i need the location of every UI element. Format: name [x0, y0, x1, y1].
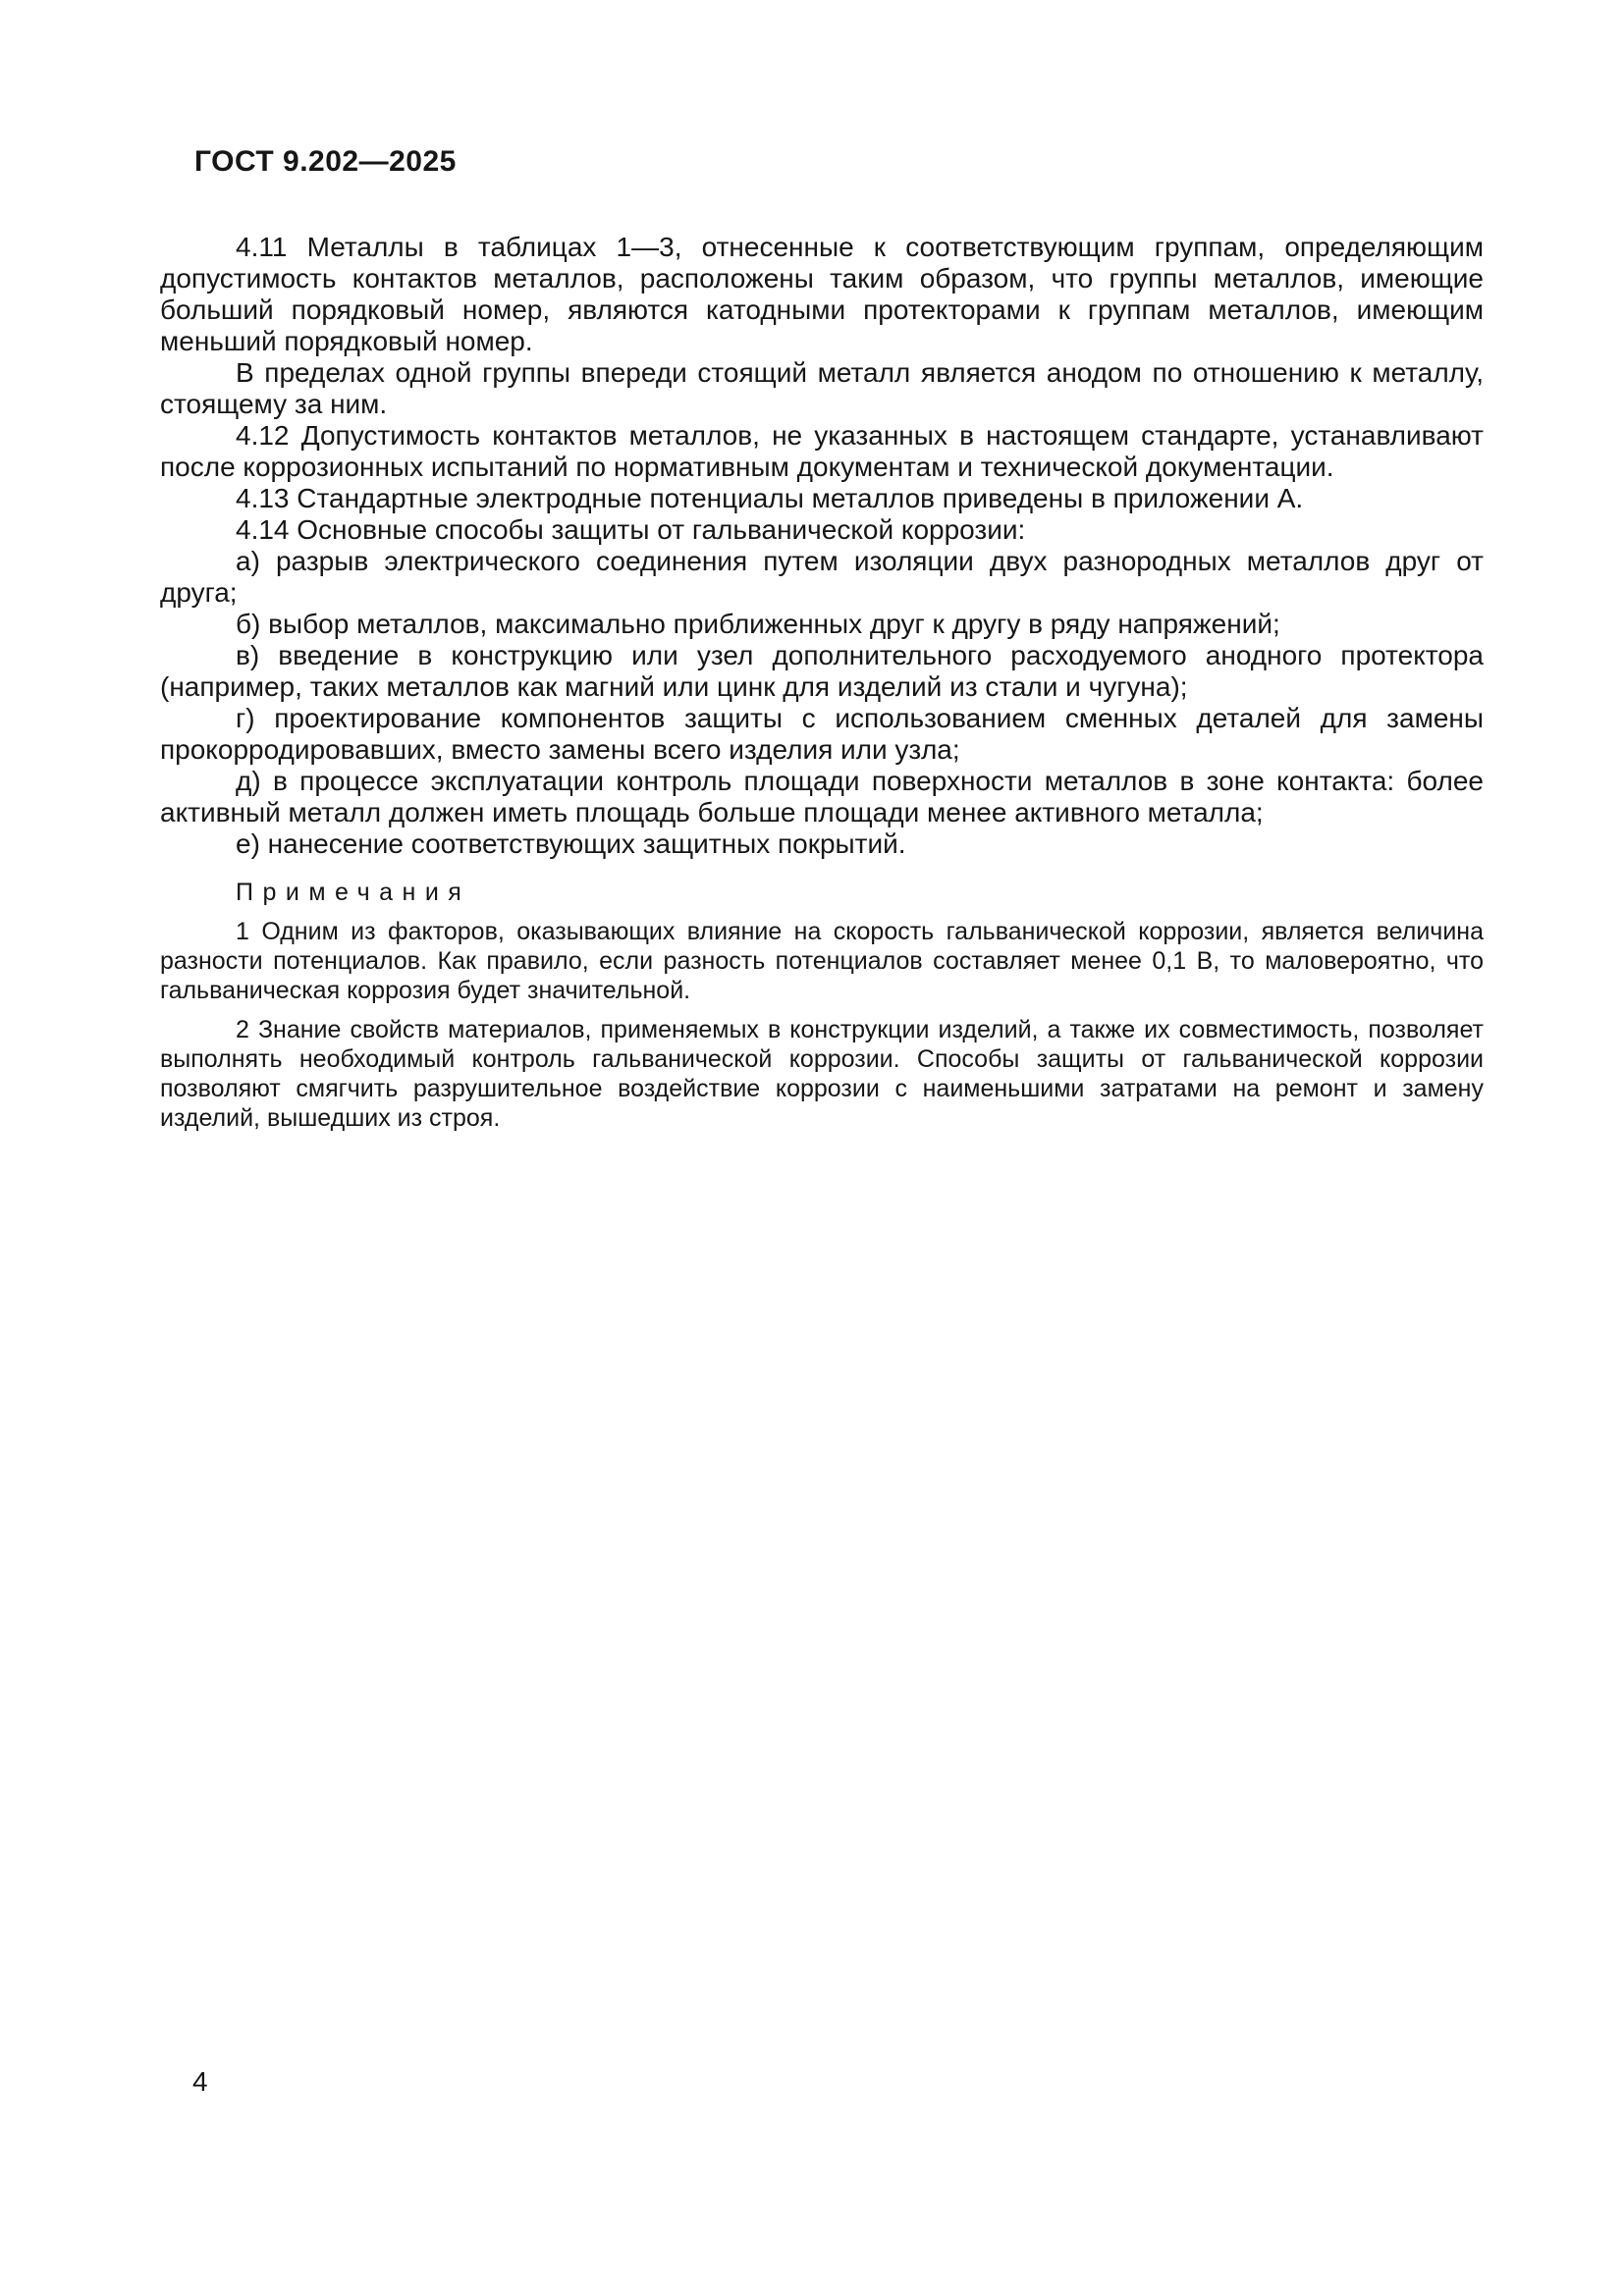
paragraph-4-14: 4.14 Основные способы защиты от гальванической коррозии:: [236, 514, 1026, 545]
list-item-e: е) нанесение соответствующих защитных покрытий.: [236, 828, 906, 859]
list-item-a: а) разрыв электрического соединения путем изоляции двух разнородных металлов друг от друга;: [160, 546, 1484, 608]
list-item-g: г) проектирование компонентов защиты с использованием сменных деталей для замены прокорродировавших, вместо замены всего изделия или узла;: [160, 703, 1484, 765]
list-item-b: б) выбор металлов, максимально приближенных друг к другу в ряду напряжений;: [236, 609, 1280, 639]
notes-heading: Примечания: [236, 879, 471, 906]
running-header-doc-designation: ГОСТ 9.202—2025: [194, 145, 457, 178]
note-1: 1 Одним из факторов, оказывающих влияние на скорость гальванической коррозии, является величина разности потенциалов. Как правило, если разность потенциалов составляет менее 0,1 В, то маловероятно, что гальваническая коррозия будет значительной.: [160, 918, 1484, 1004]
notes-section: [160, 878, 1484, 1133]
note-2: 2 Знание свойств материалов, применяемых в конструкции изделий, а также их совместимость, позволяет выполнять необходимый контроль гальванической коррозии. Способы защиты от гальванической коррозии позволяют смягчить разрушительное воздействие коррозии с наименьшими затратами на ремонт и замену изделий, вышедших из строя.: [160, 1016, 1484, 1132]
page-number: 4: [192, 2066, 208, 2097]
text-block: [160, 145, 1484, 1133]
list-item-v: в) введение в конструкцию или узел дополнительного расходуемого анодного протектора (например, таких металлов как магний или цинк для изделий из стали и чугуна);: [160, 640, 1484, 702]
paragraph-group-rule: В пределах одной группы впереди стоящий металл является анодом по отношению к металлу, стоящему за ним.: [160, 357, 1484, 419]
list-item-d: д) в процессе эксплуатации контроль площади поверхности металлов в зоне контакта: более активный металл должен иметь площадь больше площади менее активного металла;: [160, 766, 1484, 828]
body-text: [160, 232, 1484, 860]
paragraph-4-11: 4.11 Металлы в таблицах 1—3, отнесенные к соответствующим группам, определяющим допустимость контактов металлов, расположены таким образом, что группы металлов, имеющие больший порядковый номер, являются катодными протекторами к группам металлов, имеющим меньший порядковый номер.: [160, 232, 1484, 356]
paragraph-4-13: 4.13 Стандартные электродные потенциалы металлов приведены в приложении А.: [236, 483, 1304, 513]
paragraph-4-12: 4.12 Допустимость контактов металлов, не указанных в настоящем стандарте, устанавливают после коррозионных испытаний по нормативным документам и технической документации.: [160, 420, 1484, 482]
